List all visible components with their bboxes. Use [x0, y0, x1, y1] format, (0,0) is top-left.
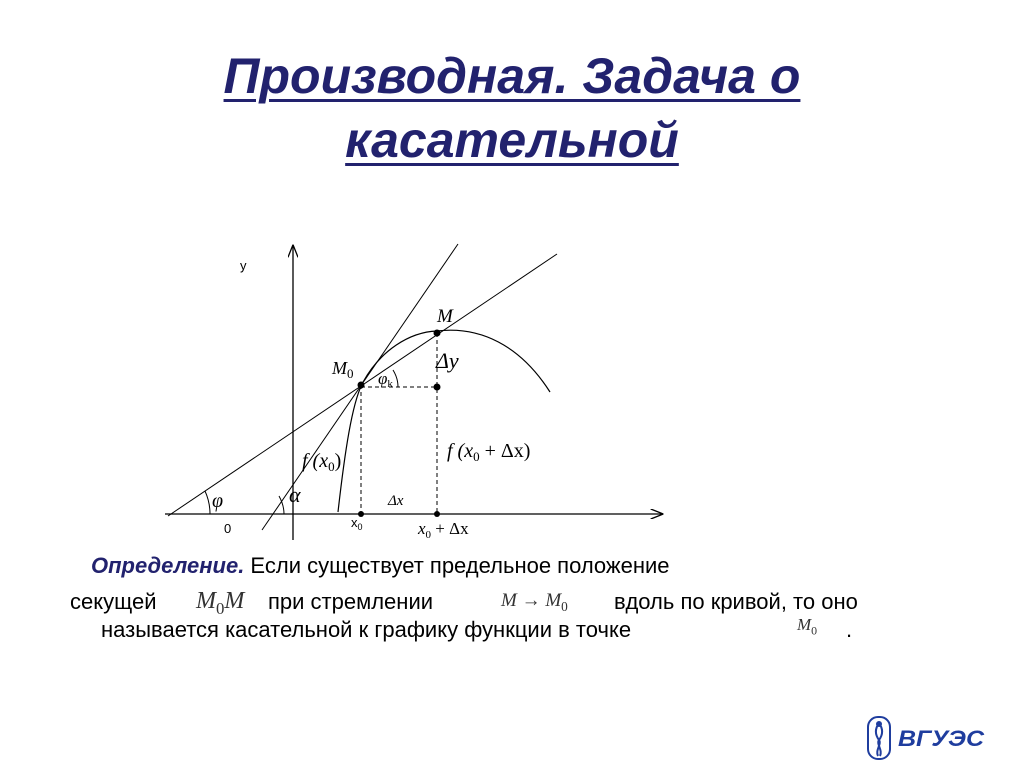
point-m-dot	[434, 330, 441, 337]
definition-label: Определение.	[91, 553, 245, 578]
point-mid-dot	[434, 384, 441, 391]
phi-label: φ	[212, 490, 224, 512]
y-axis-label: y	[240, 258, 247, 273]
definition-line-2a: секущей	[70, 589, 157, 614]
title-line-1: Производная. Задача о	[223, 48, 801, 104]
alpha-label: α	[289, 482, 301, 507]
x0-dot	[358, 511, 364, 517]
logo-text: ВГУЭС	[898, 726, 986, 751]
delta-y-label: Δy	[436, 348, 459, 373]
origin-label: 0	[224, 521, 232, 536]
delta-x-label: Δx	[388, 493, 404, 509]
x0-label: $x_0$	[351, 515, 363, 532]
definition-line-1	[91, 553, 670, 579]
point-m0-label: $M_0$	[332, 358, 354, 381]
secant-math: $M_0M$	[196, 588, 245, 618]
definition-line-1-text: Если существует предельное положение	[244, 553, 670, 578]
limit-math: $M \to M_0$	[501, 590, 568, 614]
definition-line-2c: вдоль по кривой, то оно	[614, 589, 858, 614]
phi-k-arc	[393, 370, 398, 387]
f-x0-dx-label: f $(x_0 + \Delta x)$	[447, 440, 531, 464]
definition-end: .	[846, 617, 853, 642]
x0-dx-label: $x_0 + \Delta x$	[418, 519, 469, 541]
point-m0-dot	[358, 382, 365, 389]
point-math: $M_0$	[797, 615, 818, 638]
definition-line-2b: при стремлении	[268, 589, 434, 614]
university-logo	[866, 714, 996, 764]
point-m-label: M	[437, 306, 453, 327]
definition-line-3: называется касательной к графику функции в точке	[101, 617, 632, 642]
f-x0-label: f $(x_0)$	[302, 450, 342, 474]
title-line-2: касательной	[345, 112, 679, 168]
phi-arc	[205, 491, 210, 514]
phi-k-label: φk	[378, 369, 393, 390]
x0-dx-dot	[434, 511, 440, 517]
